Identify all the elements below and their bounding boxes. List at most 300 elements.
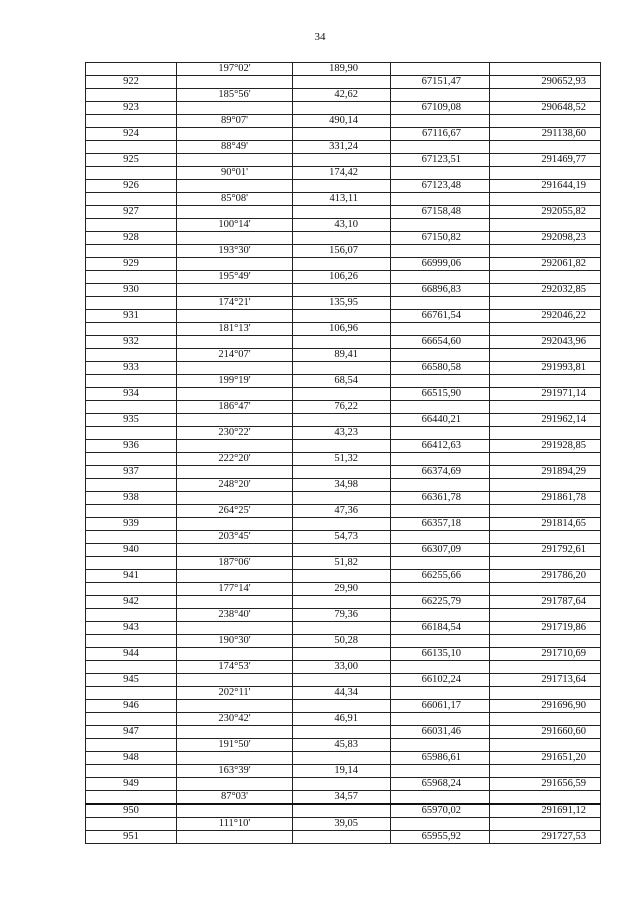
distance-cell (293, 206, 391, 219)
y-coordinate-cell: 291861,78 (490, 492, 601, 505)
distance-cell: 79,36 (293, 609, 391, 622)
distance-cell (293, 570, 391, 583)
y-coordinate-cell (490, 141, 601, 154)
angle-cell (177, 414, 293, 427)
y-coordinate-cell: 291993,81 (490, 362, 601, 375)
y-coordinate-cell: 291928,85 (490, 440, 601, 453)
table-row-segment (86, 661, 601, 674)
point-number-cell: 924 (86, 128, 177, 141)
distance-cell (293, 492, 391, 505)
x-coordinate-cell (391, 531, 490, 544)
angle-cell: 87°03' (177, 791, 293, 805)
table-row-segment (86, 401, 601, 414)
x-coordinate-cell (391, 89, 490, 102)
distance-cell: 331,24 (293, 141, 391, 154)
angle-cell: 197°02' (177, 63, 293, 76)
angle-cell: 230°42' (177, 713, 293, 726)
y-coordinate-cell: 291660,60 (490, 726, 601, 739)
table-row-point (86, 180, 601, 193)
y-coordinate-cell (490, 453, 601, 466)
y-coordinate-cell: 291138,60 (490, 128, 601, 141)
angle-cell: 199°19' (177, 375, 293, 388)
angle-cell: 177°14' (177, 583, 293, 596)
point-number-cell (86, 219, 177, 232)
angle-cell (177, 440, 293, 453)
distance-cell: 29,90 (293, 583, 391, 596)
x-coordinate-cell (391, 687, 490, 700)
y-coordinate-cell: 291719,86 (490, 622, 601, 635)
distance-cell: 156,07 (293, 245, 391, 258)
point-number-cell (86, 687, 177, 700)
angle-cell: 193°30' (177, 245, 293, 258)
angle-cell: 89°07' (177, 115, 293, 128)
angle-cell (177, 700, 293, 713)
table-row-segment (86, 115, 601, 128)
point-number-cell (86, 765, 177, 778)
angle-cell (177, 778, 293, 791)
y-coordinate-cell (490, 219, 601, 232)
distance-cell: 42,62 (293, 89, 391, 102)
distance-cell (293, 362, 391, 375)
point-number-cell: 945 (86, 674, 177, 687)
angle-cell (177, 466, 293, 479)
table-row-segment (86, 167, 601, 180)
angle-cell: 203°45' (177, 531, 293, 544)
point-number-cell (86, 89, 177, 102)
point-number-cell (86, 115, 177, 128)
y-coordinate-cell: 291814,65 (490, 518, 601, 531)
angle-cell (177, 388, 293, 401)
distance-cell: 174,42 (293, 167, 391, 180)
angle-cell (177, 570, 293, 583)
x-coordinate-cell (391, 63, 490, 76)
angle-cell: 88°49' (177, 141, 293, 154)
angle-cell: 85°08' (177, 193, 293, 206)
x-coordinate-cell (391, 818, 490, 831)
point-number-cell: 930 (86, 284, 177, 297)
distance-cell: 47,36 (293, 505, 391, 518)
x-coordinate-cell (391, 401, 490, 414)
table-row-point (86, 232, 601, 245)
y-coordinate-cell: 291713,64 (490, 674, 601, 687)
table-row-segment (86, 739, 601, 752)
distance-cell: 89,41 (293, 349, 391, 362)
angle-cell (177, 258, 293, 271)
table-row-segment (86, 505, 601, 518)
distance-cell: 68,54 (293, 375, 391, 388)
point-number-cell (86, 193, 177, 206)
x-coordinate-cell: 67158,48 (391, 206, 490, 219)
angle-cell (177, 336, 293, 349)
point-number-cell (86, 401, 177, 414)
angle-cell: 195°49' (177, 271, 293, 284)
table-row-point (86, 570, 601, 583)
table-row-point (86, 310, 601, 323)
table-row-point (86, 284, 601, 297)
angle-cell: 230°22' (177, 427, 293, 440)
table-row-segment (86, 89, 601, 102)
y-coordinate-cell: 291971,14 (490, 388, 601, 401)
x-coordinate-cell: 67123,51 (391, 154, 490, 167)
x-coordinate-cell (391, 557, 490, 570)
x-coordinate-cell: 66515,90 (391, 388, 490, 401)
distance-cell (293, 76, 391, 89)
point-number-cell (86, 531, 177, 544)
x-coordinate-cell: 66357,18 (391, 518, 490, 531)
distance-cell (293, 154, 391, 167)
distance-cell: 189,90 (293, 63, 391, 76)
distance-cell: 46,91 (293, 713, 391, 726)
distance-cell: 51,82 (293, 557, 391, 570)
distance-cell: 34,57 (293, 791, 391, 805)
table-row-point (86, 128, 601, 141)
point-number-cell: 950 (86, 804, 177, 818)
point-number-cell: 951 (86, 831, 177, 844)
angle-cell: 238°40' (177, 609, 293, 622)
y-coordinate-cell (490, 505, 601, 518)
table-row-point (86, 206, 601, 219)
x-coordinate-cell: 65955,92 (391, 831, 490, 844)
point-number-cell (86, 453, 177, 466)
x-coordinate-cell: 67150,82 (391, 232, 490, 245)
y-coordinate-cell: 291469,77 (490, 154, 601, 167)
point-number-cell (86, 271, 177, 284)
angle-cell (177, 310, 293, 323)
y-coordinate-cell (490, 89, 601, 102)
distance-cell (293, 518, 391, 531)
table-row-point (86, 154, 601, 167)
angle-cell: 90°01' (177, 167, 293, 180)
x-coordinate-cell: 66761,54 (391, 310, 490, 323)
distance-cell: 106,96 (293, 323, 391, 336)
y-coordinate-cell (490, 583, 601, 596)
y-coordinate-cell (490, 635, 601, 648)
x-coordinate-cell: 66654,60 (391, 336, 490, 349)
distance-cell: 39,05 (293, 818, 391, 831)
table-row-point (86, 752, 601, 765)
point-number-cell (86, 375, 177, 388)
y-coordinate-cell (490, 271, 601, 284)
point-number-cell (86, 818, 177, 831)
point-number-cell: 948 (86, 752, 177, 765)
x-coordinate-cell: 67116,67 (391, 128, 490, 141)
x-coordinate-cell: 66374,69 (391, 466, 490, 479)
distance-cell (293, 622, 391, 635)
y-coordinate-cell: 291786,20 (490, 570, 601, 583)
table-row-segment (86, 583, 601, 596)
angle-cell: 248°20' (177, 479, 293, 492)
angle-cell (177, 154, 293, 167)
point-number-cell: 928 (86, 232, 177, 245)
x-coordinate-cell: 66999,06 (391, 258, 490, 271)
angle-cell (177, 180, 293, 193)
table-row-point (86, 76, 601, 89)
distance-cell (293, 466, 391, 479)
table-row-segment (86, 713, 601, 726)
point-number-cell: 939 (86, 518, 177, 531)
y-coordinate-cell: 292061,82 (490, 258, 601, 271)
table-row-point (86, 648, 601, 661)
point-number-cell: 938 (86, 492, 177, 505)
distance-cell: 106,26 (293, 271, 391, 284)
distance-cell (293, 804, 391, 818)
angle-cell (177, 102, 293, 115)
point-number-cell: 925 (86, 154, 177, 167)
point-number-cell: 935 (86, 414, 177, 427)
x-coordinate-cell: 67123,48 (391, 180, 490, 193)
x-coordinate-cell (391, 219, 490, 232)
y-coordinate-cell (490, 609, 601, 622)
table-row-point (86, 804, 601, 818)
distance-cell: 76,22 (293, 401, 391, 414)
distance-cell (293, 726, 391, 739)
angle-cell: 100°14' (177, 219, 293, 232)
distance-cell (293, 414, 391, 427)
table-row-point (86, 414, 601, 427)
point-number-cell: 932 (86, 336, 177, 349)
point-number-cell: 922 (86, 76, 177, 89)
y-coordinate-cell: 291656,59 (490, 778, 601, 791)
y-coordinate-cell (490, 245, 601, 258)
distance-cell (293, 544, 391, 557)
distance-cell (293, 596, 391, 609)
y-coordinate-cell (490, 818, 601, 831)
distance-cell: 43,23 (293, 427, 391, 440)
x-coordinate-cell (391, 141, 490, 154)
angle-cell (177, 622, 293, 635)
point-number-cell (86, 713, 177, 726)
table-row-point (86, 102, 601, 115)
table-row-segment (86, 427, 601, 440)
y-coordinate-cell (490, 297, 601, 310)
angle-cell (177, 648, 293, 661)
point-number-cell (86, 609, 177, 622)
table-row-segment (86, 193, 601, 206)
angle-cell: 190°30' (177, 635, 293, 648)
table-row-segment (86, 271, 601, 284)
table-row-segment (86, 349, 601, 362)
y-coordinate-cell (490, 687, 601, 700)
table-row-segment (86, 791, 601, 805)
x-coordinate-cell: 66225,79 (391, 596, 490, 609)
distance-cell: 490,14 (293, 115, 391, 128)
distance-cell: 34,98 (293, 479, 391, 492)
y-coordinate-cell (490, 791, 601, 805)
x-coordinate-cell (391, 349, 490, 362)
table-row-segment (86, 323, 601, 336)
x-coordinate-cell: 66184,54 (391, 622, 490, 635)
distance-cell (293, 336, 391, 349)
y-coordinate-cell: 291962,14 (490, 414, 601, 427)
y-coordinate-cell (490, 193, 601, 206)
point-number-cell: 946 (86, 700, 177, 713)
angle-cell (177, 518, 293, 531)
angle-cell (177, 206, 293, 219)
distance-cell: 51,32 (293, 453, 391, 466)
y-coordinate-cell: 291691,12 (490, 804, 601, 818)
y-coordinate-cell: 291644,19 (490, 180, 601, 193)
point-number-cell: 927 (86, 206, 177, 219)
y-coordinate-cell: 290648,52 (490, 102, 601, 115)
table-row-segment (86, 453, 601, 466)
point-number-cell (86, 349, 177, 362)
x-coordinate-cell (391, 479, 490, 492)
distance-cell (293, 752, 391, 765)
point-number-cell (86, 245, 177, 258)
x-coordinate-cell: 65968,24 (391, 778, 490, 791)
table-row-point (86, 440, 601, 453)
angle-cell: 202°11' (177, 687, 293, 700)
y-coordinate-cell: 290652,93 (490, 76, 601, 89)
x-coordinate-cell: 66135,10 (391, 648, 490, 661)
angle-cell (177, 831, 293, 844)
x-coordinate-cell (391, 765, 490, 778)
x-coordinate-cell: 66440,21 (391, 414, 490, 427)
point-number-cell (86, 739, 177, 752)
coordinate-table-body (86, 63, 601, 844)
angle-cell (177, 76, 293, 89)
table-row-segment (86, 297, 601, 310)
y-coordinate-cell: 291894,29 (490, 466, 601, 479)
angle-cell: 264°25' (177, 505, 293, 518)
y-coordinate-cell: 292098,23 (490, 232, 601, 245)
point-number-cell: 937 (86, 466, 177, 479)
table-row-point (86, 492, 601, 505)
point-number-cell: 944 (86, 648, 177, 661)
y-coordinate-cell (490, 401, 601, 414)
distance-cell (293, 310, 391, 323)
point-number-cell (86, 557, 177, 570)
point-number-cell (86, 583, 177, 596)
point-number-cell: 926 (86, 180, 177, 193)
point-number-cell: 934 (86, 388, 177, 401)
point-number-cell (86, 63, 177, 76)
table-row-segment (86, 141, 601, 154)
table-row-point (86, 778, 601, 791)
y-coordinate-cell: 291651,20 (490, 752, 601, 765)
y-coordinate-cell: 291727,53 (490, 831, 601, 844)
y-coordinate-cell (490, 323, 601, 336)
angle-cell: 174°21' (177, 297, 293, 310)
table-row-point (86, 258, 601, 271)
distance-cell: 45,83 (293, 739, 391, 752)
table-row-segment (86, 818, 601, 831)
y-coordinate-cell (490, 531, 601, 544)
y-coordinate-cell (490, 765, 601, 778)
y-coordinate-cell (490, 63, 601, 76)
distance-cell (293, 388, 391, 401)
point-number-cell: 940 (86, 544, 177, 557)
angle-cell (177, 726, 293, 739)
x-coordinate-cell (391, 453, 490, 466)
point-number-cell: 933 (86, 362, 177, 375)
table-row-segment (86, 609, 601, 622)
table-row-point (86, 336, 601, 349)
x-coordinate-cell (391, 583, 490, 596)
y-coordinate-cell (490, 349, 601, 362)
distance-cell (293, 674, 391, 687)
y-coordinate-cell (490, 115, 601, 128)
y-coordinate-cell: 292032,85 (490, 284, 601, 297)
point-number-cell (86, 427, 177, 440)
table-row-segment (86, 635, 601, 648)
x-coordinate-cell (391, 167, 490, 180)
distance-cell (293, 232, 391, 245)
angle-cell: 214°07' (177, 349, 293, 362)
x-coordinate-cell (391, 661, 490, 674)
x-coordinate-cell (391, 245, 490, 258)
point-number-cell: 931 (86, 310, 177, 323)
distance-cell (293, 440, 391, 453)
table-row-point (86, 831, 601, 844)
angle-cell (177, 752, 293, 765)
table-row-segment (86, 245, 601, 258)
table-row-point (86, 700, 601, 713)
point-number-cell (86, 323, 177, 336)
y-coordinate-cell (490, 739, 601, 752)
x-coordinate-cell (391, 115, 490, 128)
table-row-point (86, 726, 601, 739)
table-row-point (86, 362, 601, 375)
y-coordinate-cell: 291710,69 (490, 648, 601, 661)
angle-cell: 185°56' (177, 89, 293, 102)
distance-cell: 19,14 (293, 765, 391, 778)
table-row-segment (86, 219, 601, 232)
x-coordinate-cell (391, 505, 490, 518)
angle-cell: 222°20' (177, 453, 293, 466)
table-row-segment (86, 765, 601, 778)
x-coordinate-cell (391, 271, 490, 284)
x-coordinate-cell (391, 739, 490, 752)
x-coordinate-cell (391, 375, 490, 388)
angle-cell (177, 596, 293, 609)
distance-cell (293, 831, 391, 844)
distance-cell (293, 128, 391, 141)
distance-cell: 43,10 (293, 219, 391, 232)
angle-cell: 181°13' (177, 323, 293, 336)
angle-cell (177, 492, 293, 505)
x-coordinate-cell: 67151,47 (391, 76, 490, 89)
point-number-cell (86, 297, 177, 310)
table-row-segment (86, 687, 601, 700)
y-coordinate-cell: 292055,82 (490, 206, 601, 219)
x-coordinate-cell: 65986,61 (391, 752, 490, 765)
angle-cell: 163°39' (177, 765, 293, 778)
point-number-cell (86, 505, 177, 518)
table-row-segment (86, 479, 601, 492)
distance-cell: 44,34 (293, 687, 391, 700)
angle-cell (177, 232, 293, 245)
x-coordinate-cell (391, 609, 490, 622)
distance-cell (293, 778, 391, 791)
distance-cell (293, 258, 391, 271)
table-row-segment (86, 531, 601, 544)
distance-cell (293, 284, 391, 297)
angle-cell (177, 284, 293, 297)
distance-cell: 54,73 (293, 531, 391, 544)
table-row-segment (86, 375, 601, 388)
x-coordinate-cell: 66061,17 (391, 700, 490, 713)
table-row-point (86, 466, 601, 479)
y-coordinate-cell (490, 479, 601, 492)
table-row-segment (86, 63, 601, 76)
angle-cell: 174°53' (177, 661, 293, 674)
x-coordinate-cell: 66412,63 (391, 440, 490, 453)
x-coordinate-cell: 66307,09 (391, 544, 490, 557)
table-row-segment (86, 557, 601, 570)
point-number-cell (86, 141, 177, 154)
distance-cell: 33,00 (293, 661, 391, 674)
